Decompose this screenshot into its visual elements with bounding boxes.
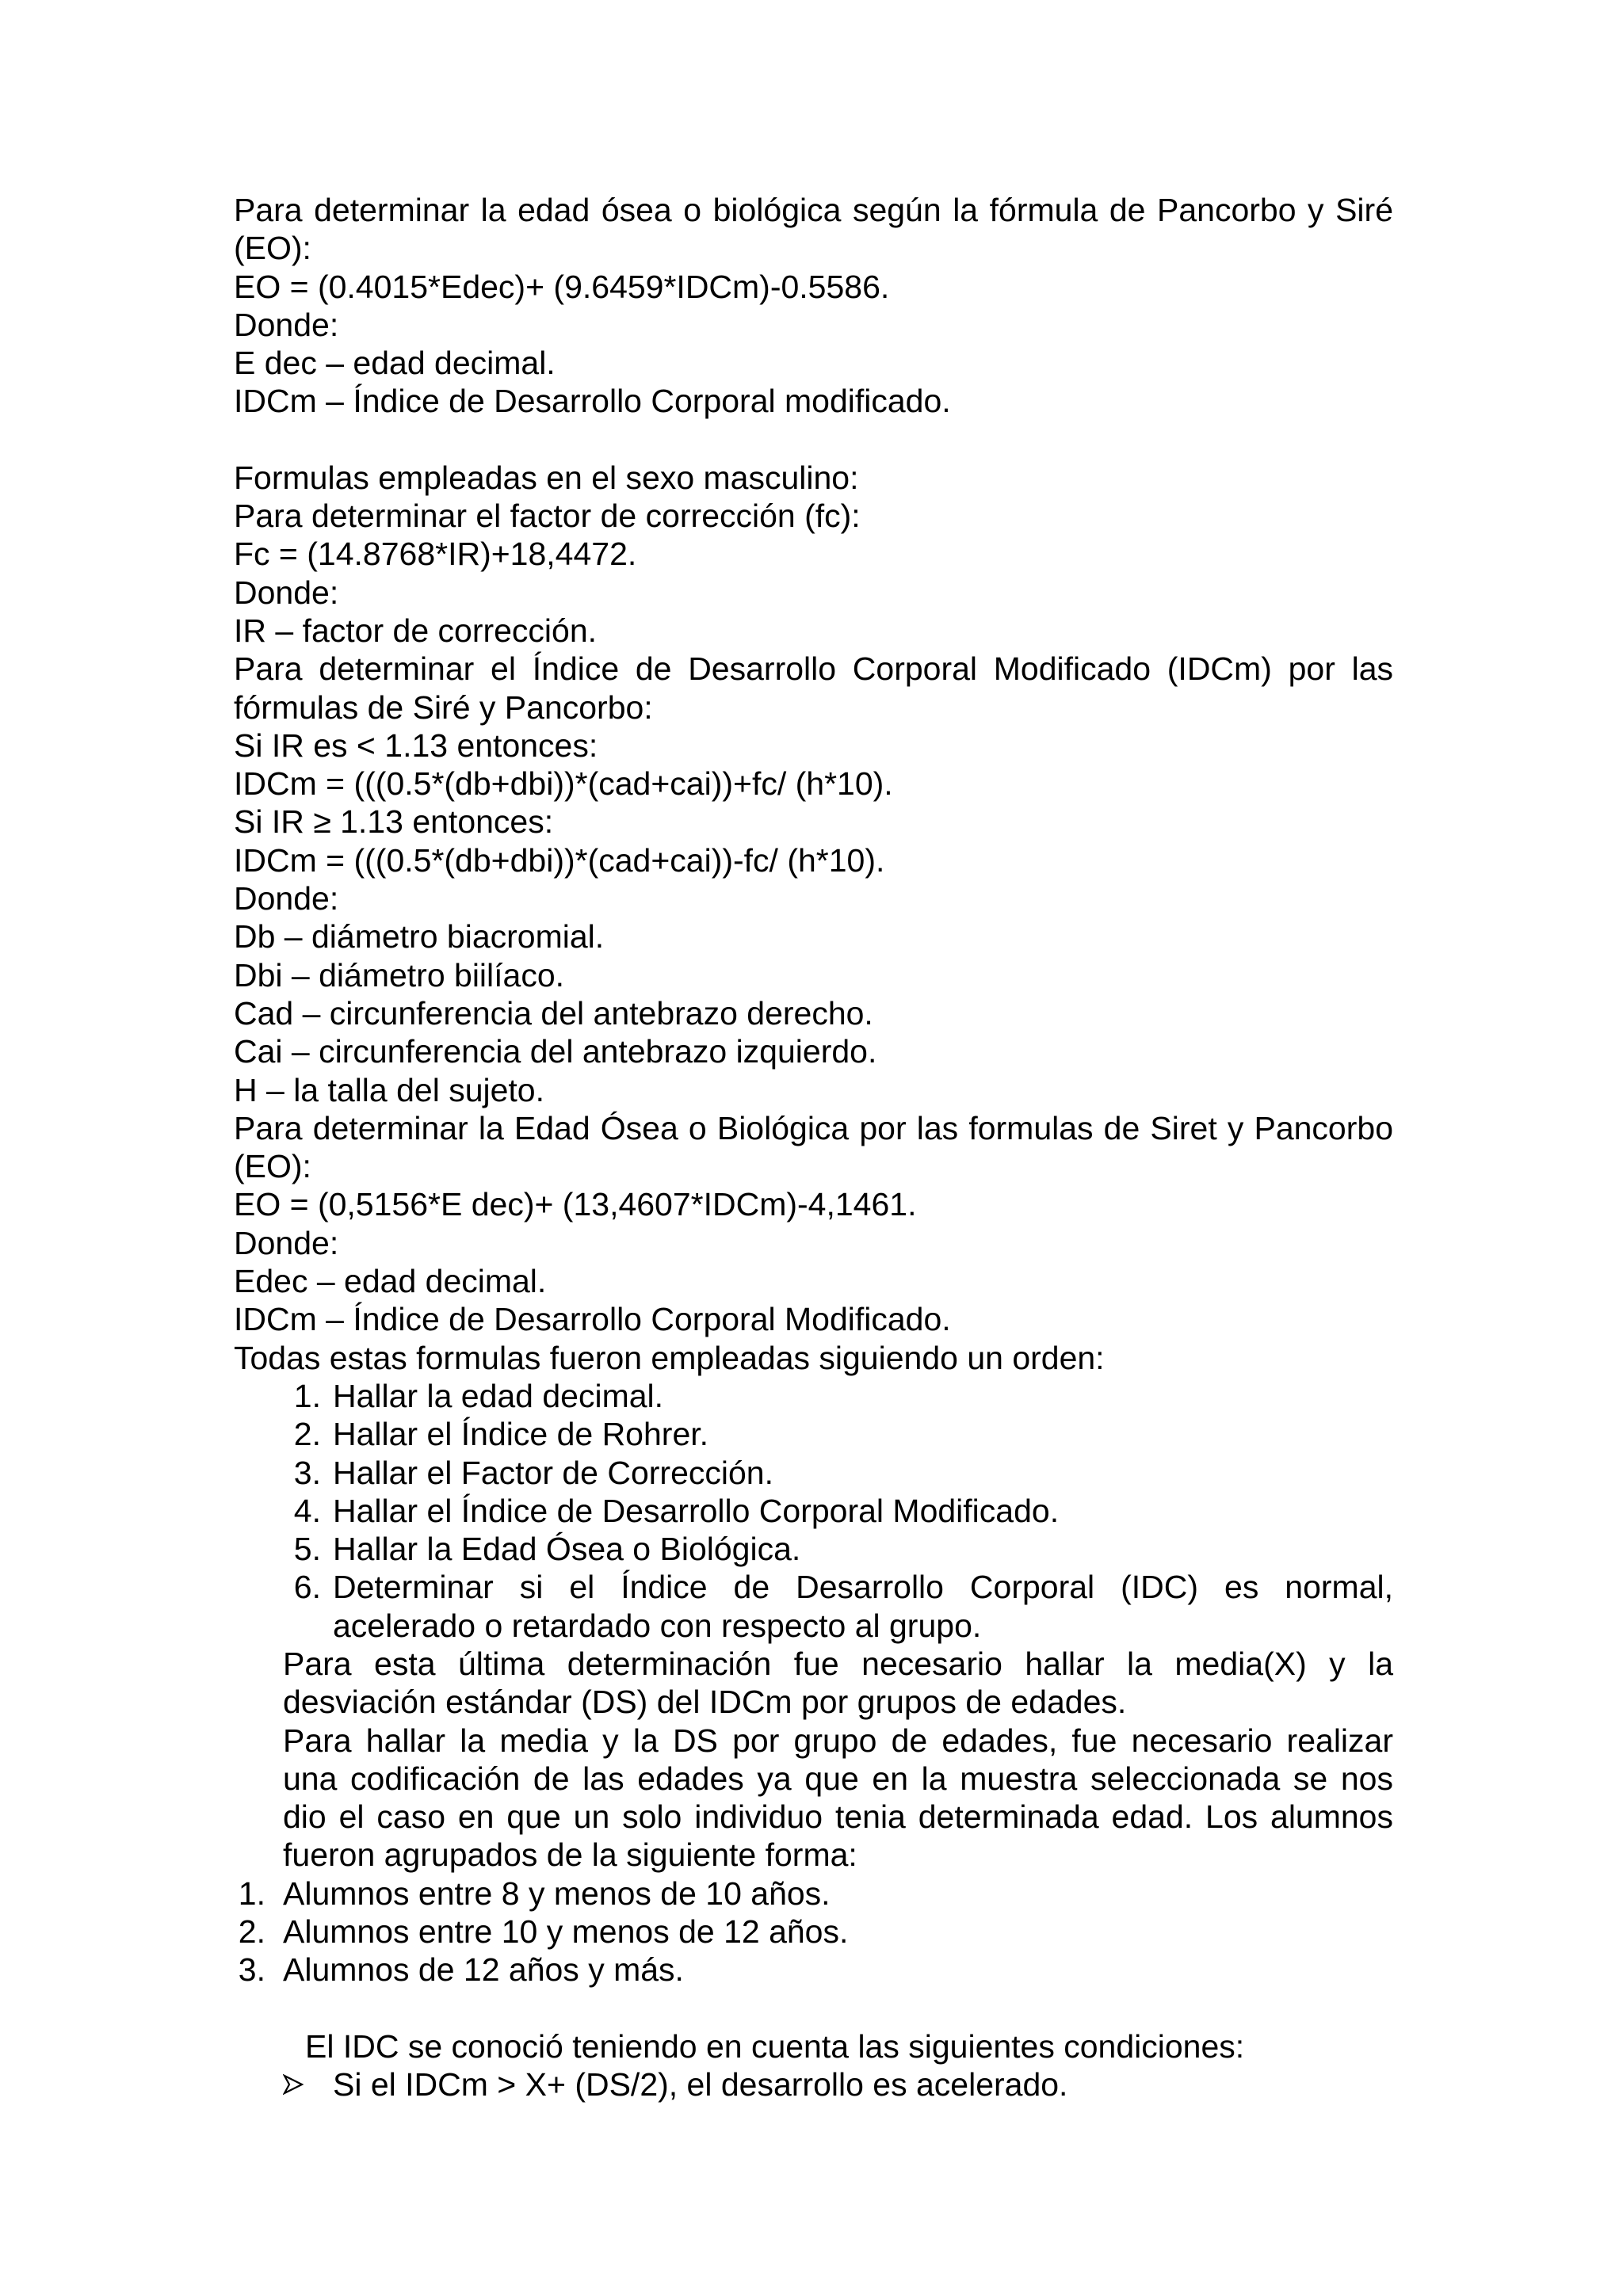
list-item	[234, 1492, 1393, 1530]
eo-formula: EO = (0.4015*Edec)+ (9.6459*IDCm)-0.5586.	[234, 268, 890, 305]
list-item-text: Alumnos entre 10 y menos de 12 años.	[283, 1913, 849, 1951]
list-item-text-continued: acelerado o retardado con respecto al grupo.	[333, 1607, 982, 1644]
definition-ir: IR – factor de corrección.	[234, 612, 598, 649]
orden-intro: Todas estas formulas fueron empleadas siguiendo un orden:	[234, 1339, 1105, 1376]
idcm-intro-line-1: Para determinar el Índice de Desarrollo Corporal Modificado (IDCm) por las	[234, 650, 1393, 688]
list-number: 3.	[293, 1454, 321, 1491]
paragraph-line: Para esta última determinación fue necesario hallar la media(X) y la	[283, 1645, 1393, 1682]
idcm-formula-1: IDCm = (((0.5*(db+dbi))*(cad+cai))+fc/ (h*10).	[234, 765, 893, 803]
definition-dbi: Dbi – diámetro biilíaco.	[234, 956, 565, 994]
list-number: 2.	[293, 1416, 321, 1453]
list-item	[234, 1415, 1393, 1453]
definition-idcm: IDCm – Índice de Desarrollo Corporal modificado.	[234, 383, 951, 420]
list-item-text: Si el IDCm > X+ (DS/2), el desarrollo es acelerado.	[333, 2065, 1068, 2103]
eo-siret-formula: EO = (0,5156*E dec)+ (13,4607*IDCm)-4,1461.	[234, 1186, 917, 1223]
list-item-text: Determinar si el Índice de Desarrollo Corporal (IDC) es normal,	[333, 1569, 1393, 1606]
list-number: 2.	[238, 1913, 265, 1951]
fc-formula: Fc = (14.8768*IR)+18,4472.	[234, 536, 637, 573]
definition-idcm-2: IDCm – Índice de Desarrollo Corporal Modificado.	[234, 1301, 951, 1338]
eo-siret-intro-line-1: Para determinar la Edad Ósea o Biológica por las formulas de Siret y Pancorbo	[234, 1109, 1393, 1146]
document-page	[234, 191, 1393, 2103]
paragraph-line: una codificación de las edades ya que en la muestra seleccionada se nos	[283, 1760, 1393, 1797]
definition-edec: E dec – edad decimal.	[234, 345, 556, 382]
list-number: 1.	[238, 1875, 265, 1912]
paragraph-gap	[234, 1989, 1393, 2027]
fc-intro: Para determinar el factor de corrección (fc):	[234, 498, 861, 535]
definition-h: H – la talla del sujeto.	[234, 1071, 545, 1108]
idcm-intro-line-2: fórmulas de Siré y Pancorbo:	[234, 688, 653, 726]
condition-ir-less: Si IR es < 1.13 entonces:	[234, 727, 598, 764]
donde-label: Donde:	[234, 1224, 339, 1261]
list-item	[234, 1377, 1393, 1415]
list-item	[234, 1568, 1393, 1645]
list-item	[234, 1913, 1393, 1951]
paragraph-line: desviación estándar (DS) del IDCm por grupos de edades.	[283, 1684, 1127, 1721]
list-item-text: Hallar la Edad Ósea o Biológica.	[333, 1531, 801, 1568]
condition-ir-greater-equal: Si IR ≥ 1.13 entonces:	[234, 803, 554, 841]
list-item-text: Alumnos entre 8 y menos de 10 años.	[283, 1875, 831, 1912]
eo-siret-intro-line-2: (EO):	[234, 1148, 311, 1185]
arrow-bullet-icon	[283, 2065, 304, 2095]
definition-db: Db – diámetro biacromial.	[234, 918, 605, 955]
paragraph-codificacion	[234, 1722, 1393, 1875]
list-number: 1.	[293, 1377, 321, 1414]
definition-edec-2: Edec – edad decimal.	[234, 1263, 547, 1300]
list-item-text: Hallar el Factor de Corrección.	[333, 1454, 773, 1491]
eo-intro-line-1: Para determinar la edad ósea o biológica según la fórmula de Pancorbo y Siré	[234, 192, 1393, 228]
list-item	[234, 1875, 1393, 1913]
list-number: 6.	[293, 1569, 321, 1606]
list-item-text: Hallar el Índice de Rohrer.	[333, 1416, 709, 1453]
eo-intro-line-2: (EO):	[234, 230, 311, 267]
list-item-text: Hallar la edad decimal.	[333, 1377, 664, 1414]
definition-cad: Cad – circunferencia del antebrazo derecho.	[234, 994, 873, 1032]
list-item	[234, 1951, 1393, 1989]
definition-cai: Cai – circunferencia del antebrazo izquierdo.	[234, 1033, 877, 1070]
list-item-text: Hallar el Índice de Desarrollo Corporal Modificado.	[333, 1492, 1060, 1529]
list-item	[234, 1454, 1393, 1492]
paragraph-line: fueron agrupados de la siguiente forma:	[283, 1836, 857, 1874]
donde-label: Donde:	[234, 306, 339, 343]
paragraph-line: dio el caso en que un solo individuo tenia determinada edad. Los alumnos	[283, 1798, 1393, 1836]
paragraph-media-ds	[234, 1645, 1393, 1722]
list-number: 3.	[238, 1951, 265, 1989]
list-number: 5.	[293, 1531, 321, 1568]
list-item	[234, 1530, 1393, 1568]
list-number: 4.	[293, 1492, 321, 1529]
donde-label: Donde:	[234, 574, 339, 611]
paragraph-line: Para hallar la media y la DS por grupo de edades, fue necesario realizar	[283, 1722, 1393, 1759]
section-heading-masculino: Formulas empleadas en el sexo masculino:	[234, 459, 859, 496]
list-item	[234, 2065, 1393, 2103]
donde-label: Donde:	[234, 880, 339, 917]
idc-conditions-intro: El IDC se conoció teniendo en cuenta las siguientes condiciones:	[305, 2027, 1245, 2065]
idcm-formula-2: IDCm = (((0.5*(db+dbi))*(cad+cai))-fc/ (h*10).	[234, 841, 885, 879]
paragraph-gap	[234, 421, 1393, 459]
list-item-text: Alumnos de 12 años y más.	[283, 1951, 684, 1989]
